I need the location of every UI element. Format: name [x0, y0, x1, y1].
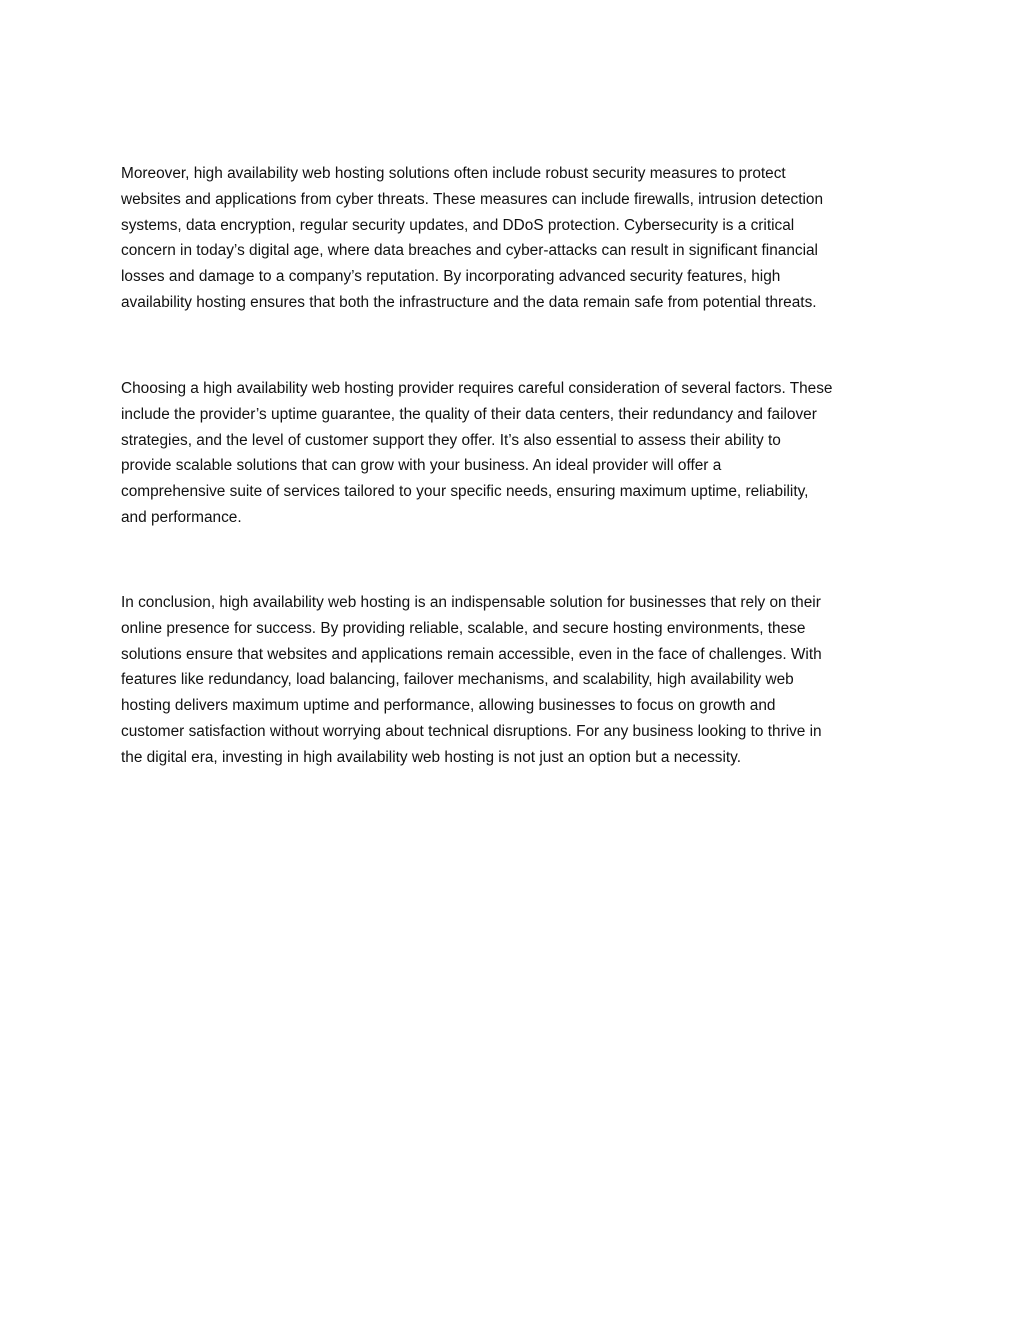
paragraph-line: customer satisfaction without worrying about technical disruptions. For any business looking to thrive in: [121, 722, 822, 740]
paragraph-choosing-provider: [121, 376, 833, 531]
paragraph-line: strategies, and the level of customer support they offer. It’s also essential to assess their ability to: [121, 431, 781, 449]
paragraph-line: availability hosting ensures that both the infrastructure and the data remain safe from potential threats.: [121, 293, 817, 311]
paragraph-line: provide scalable solutions that can grow with your business. An ideal provider will offer a: [121, 457, 722, 475]
paragraph-line: solutions ensure that websites and applications remain accessible, even in the face of challenges. With: [121, 645, 822, 663]
paragraph-line: online presence for success. By providing reliable, scalable, and secure hosting environments, these: [121, 619, 806, 637]
paragraph-line: websites and applications from cyber threats. These measures can include firewalls, intrusion detection: [121, 190, 824, 208]
paragraph-line: systems, data encryption, regular security updates, and DDoS protection. Cybersecurity is a critical: [121, 216, 795, 234]
paragraph-line: hosting delivers maximum uptime and performance, allowing businesses to focus on growth and: [121, 697, 776, 715]
paragraph-line: include the provider’s uptime guarantee, the quality of their data centers, their redundancy and failover: [121, 405, 817, 423]
paragraph-line: the digital era, investing in high availability web hosting is not just an option but a necessity.: [121, 748, 741, 766]
paragraph-conclusion: [121, 590, 822, 771]
paragraph-security: [121, 161, 823, 316]
paragraph-line: and performance.: [121, 508, 242, 526]
paragraph-line: features like redundancy, load balancing, failover mechanisms, and scalability, high availability web: [121, 671, 794, 689]
paragraph-line: concern in today’s digital age, where data breaches and cyber-attacks can result in significant financial: [121, 242, 818, 260]
paragraph-line: comprehensive suite of services tailored to your specific needs, ensuring maximum uptime, reliability,: [121, 483, 809, 501]
paragraph-line: In conclusion, high availability web hosting is an indispensable solution for businesses that rely on their: [121, 594, 821, 611]
paragraph-line: losses and damage to a company’s reputation. By incorporating advanced security features, high: [121, 268, 781, 286]
paragraph-line: Choosing a high availability web hosting provider requires careful consideration of several factors. These: [121, 380, 833, 397]
paragraph-line: Moreover, high availability web hosting solutions often include robust security measures to protect: [121, 165, 786, 182]
